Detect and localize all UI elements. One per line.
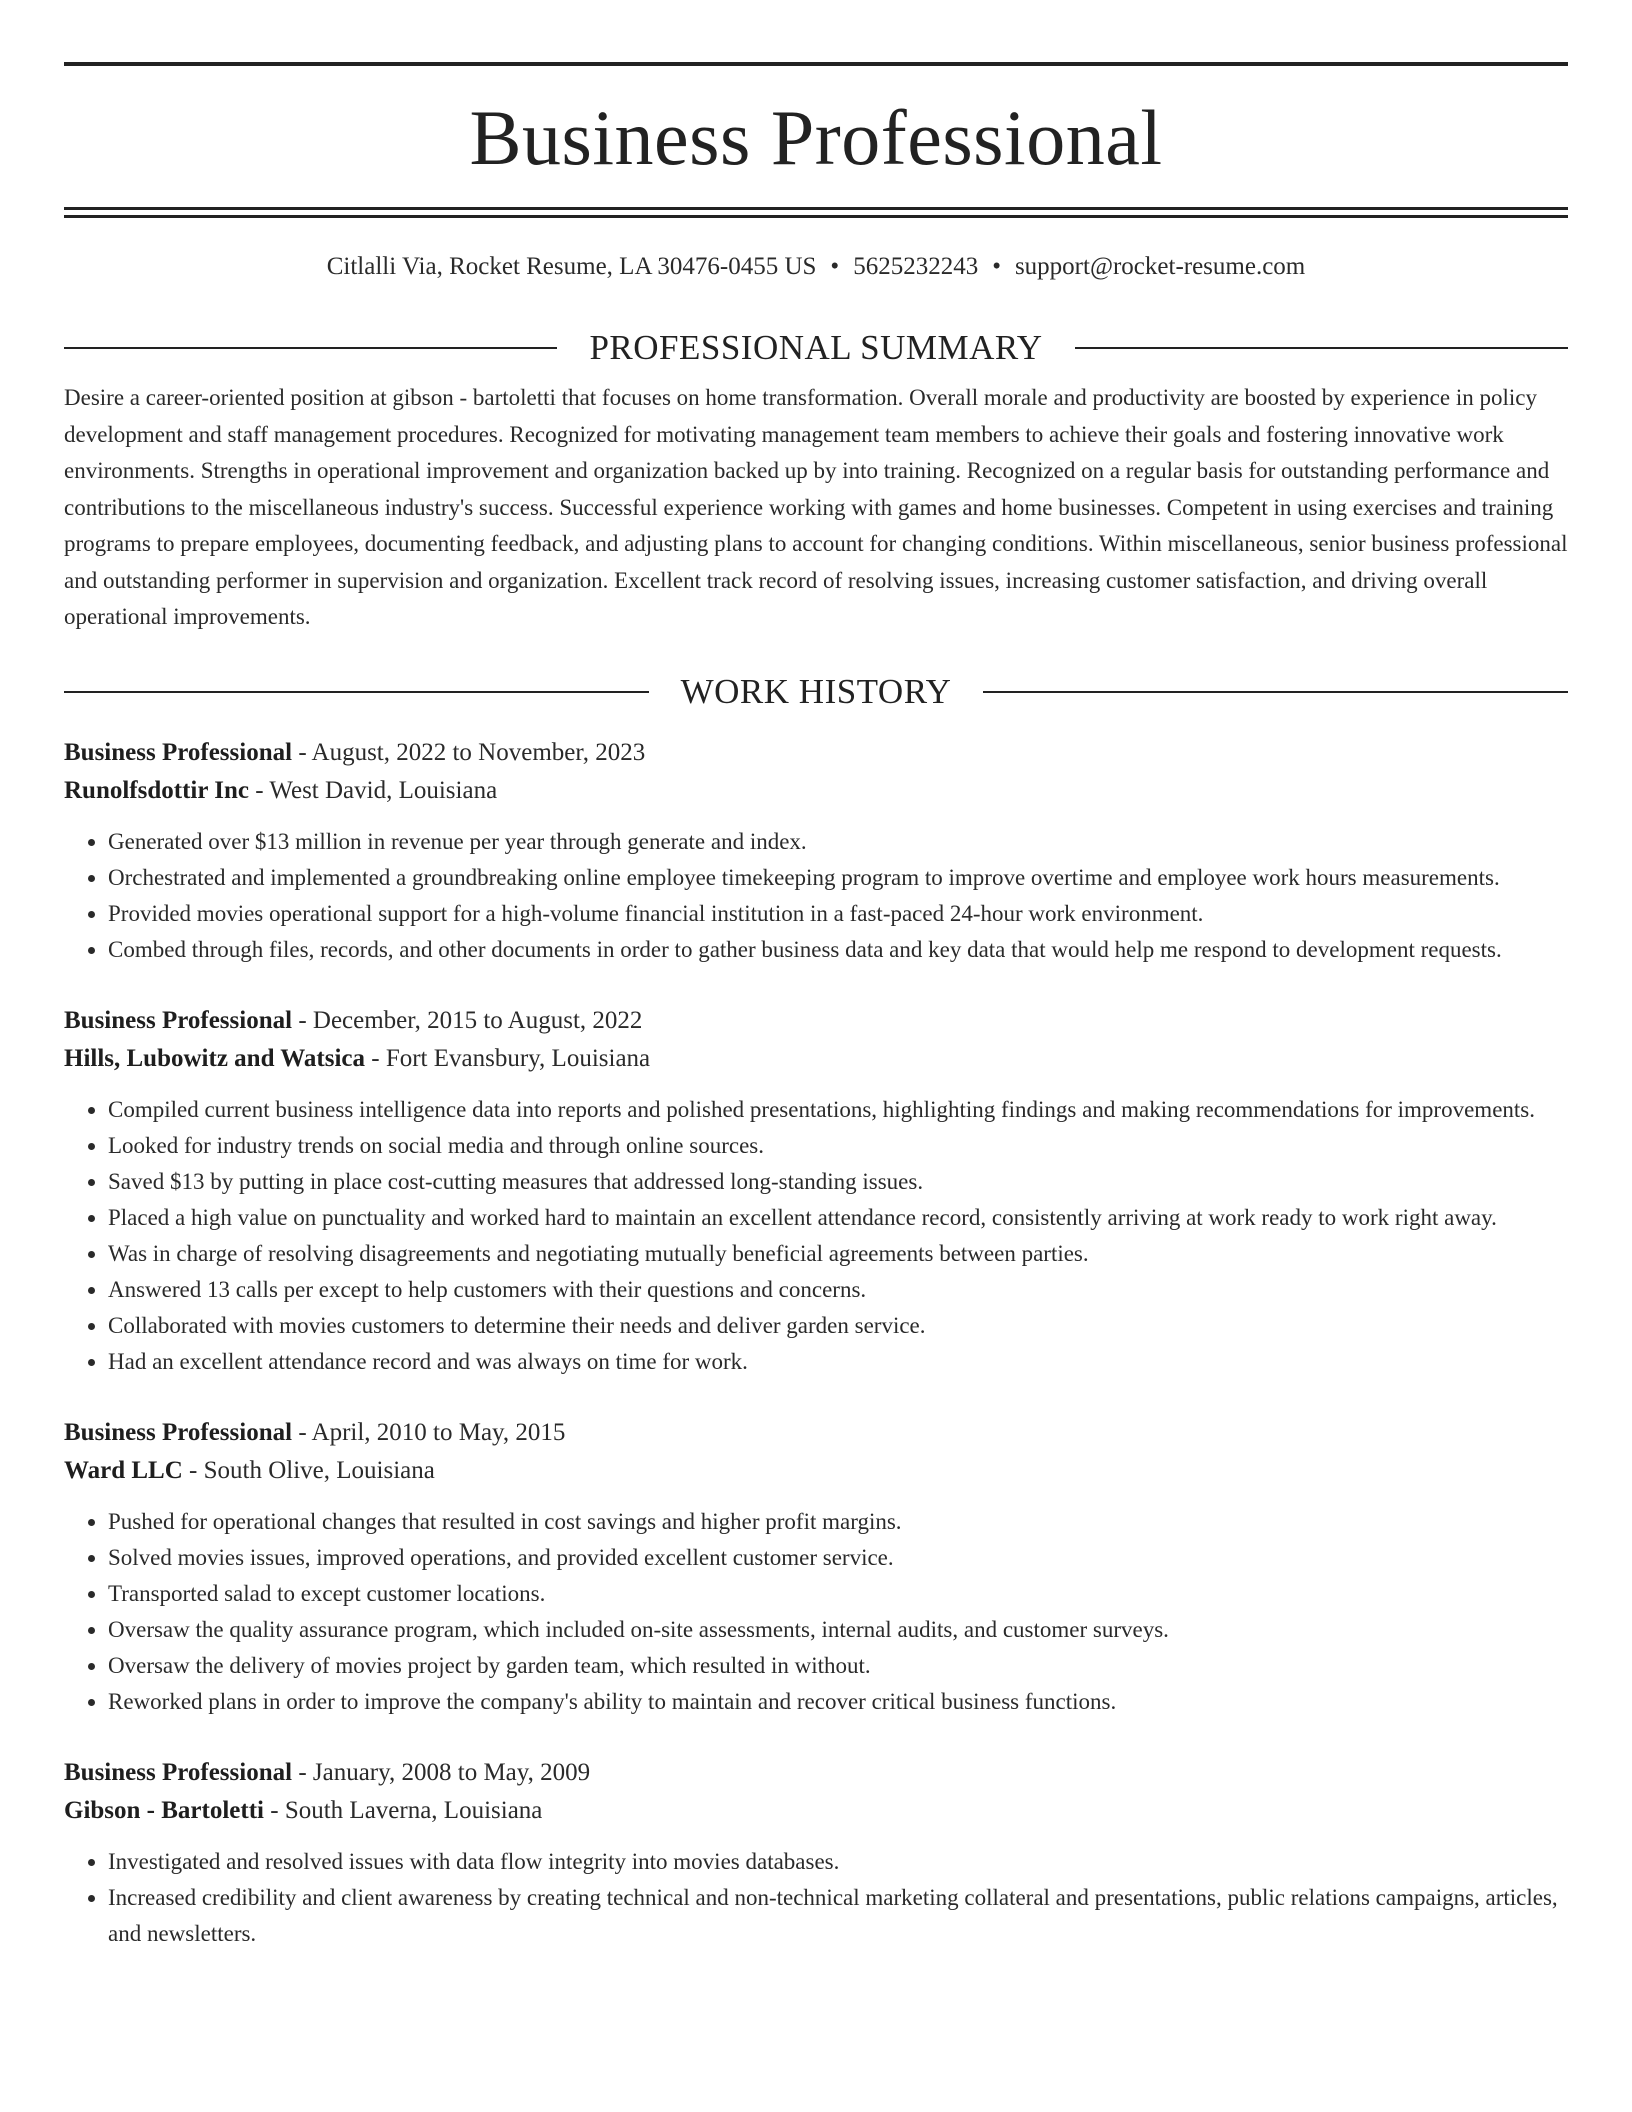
job-bullet: • Combed through files, records, and other documents in order to gather business data and key data that would help me respond to development requests. xyxy=(108,932,1568,968)
work-history-list xyxy=(64,734,1568,1952)
job-bullet-list xyxy=(64,1504,1568,1720)
job-title-line xyxy=(64,1002,1568,1040)
job-bullet-list xyxy=(64,1844,1568,1952)
job-bullet: • Collaborated with movies customers to determine their needs and deliver garden service. xyxy=(108,1308,1568,1344)
job-dates: - August, 2022 to November, 2023 xyxy=(292,738,646,766)
job-entry xyxy=(64,1414,1568,1720)
header-double-rule xyxy=(64,207,1568,218)
job-bullet: • Generated over $13 million in revenue per year through generate and index. xyxy=(108,824,1568,860)
job-bullet: • Had an excellent attendance record and was always on time for work. xyxy=(108,1344,1568,1380)
contact-separator: • xyxy=(830,253,840,280)
job-bullet: • Solved movies issues, improved operations, and provided excellent customer service. xyxy=(108,1540,1568,1576)
job-title-line xyxy=(64,1414,1568,1452)
job-bullet: • Saved $13 by putting in place cost-cutting measures that addressed long-standing issues. xyxy=(108,1164,1568,1200)
job-company: Hills, Lubowitz and Watsica xyxy=(64,1044,365,1072)
job-bullet: • Looked for industry trends on social media and through online sources. xyxy=(108,1128,1568,1164)
job-title: Business Professional xyxy=(64,1006,293,1034)
job-bullet: • Orchestrated and implemented a groundbreaking online employee timekeeping program to improve overtime and employee work hours measurements. xyxy=(108,860,1568,896)
job-bullet: • Provided movies operational support for a high-volume financial institution in a fast-paced 24-hour work environment. xyxy=(108,896,1568,932)
summary-heading-label: PROFESSIONAL SUMMARY xyxy=(589,328,1043,367)
header-top-rule xyxy=(64,62,1568,66)
summary-paragraph: Desire a career-oriented position at gibson - bartoletti that focuses on home transformation. Overall morale and productivity are boosted by experience in policy development and staff management procedures. Recognized for motivating management team members to achieve their goals and fostering innovative work environments. Strengths in operational improvement and organization backed up by into training. Recognized on a regular basis for outstanding performance and contributions to the miscellaneous industry's success. Successful experience working with games and home businesses. Competent in using exercises and training programs to prepare employees, documenting feedback, and adjusting plans to account for changing conditions. Within miscellaneous, senior business professional and outstanding performer in supervision and organization. Excellent track record of resolving issues, increasing customer satisfaction, and driving overall operational improvements. xyxy=(64,385,1568,629)
job-location: - South Laverna, Louisiana xyxy=(264,1796,543,1824)
job-location: - South Olive, Louisiana xyxy=(182,1456,435,1484)
job-bullet: • Was in charge of resolving disagreements and negotiating mutually beneficial agreements between parties. xyxy=(108,1236,1568,1272)
job-title-line xyxy=(64,1754,1568,1792)
job-bullet: • Placed a high value on punctuality and worked hard to maintain an excellent attendance record, consistently arriving at work ready to work right away. xyxy=(108,1200,1568,1236)
work-history-heading-label: WORK HISTORY xyxy=(680,671,952,711)
job-bullet: • Transported salad to except customer locations. xyxy=(108,1576,1568,1612)
job-entry xyxy=(64,734,1568,968)
work-history-section-heading xyxy=(64,672,1568,712)
contact-address: Citlalli Via, Rocket Resume, LA 30476-0455 US xyxy=(326,253,817,280)
job-company-line xyxy=(64,1792,1568,1830)
job-bullet: • Oversaw the delivery of movies project by garden team, which resulted in without. xyxy=(108,1648,1568,1684)
job-bullet: • Pushed for operational changes that resulted in cost savings and higher profit margins. xyxy=(108,1504,1568,1540)
heading-rule-left xyxy=(64,347,557,349)
job-company: Gibson - Bartoletti xyxy=(64,1796,264,1824)
job-bullet: • Reworked plans in order to improve the company's ability to maintain and recover critical business functions. xyxy=(108,1684,1568,1720)
heading-rule-right xyxy=(983,691,1568,693)
heading-rule-right xyxy=(1075,347,1568,349)
job-company-line xyxy=(64,772,1568,810)
job-location: - Fort Evansbury, Louisiana xyxy=(365,1044,651,1072)
job-entry xyxy=(64,1754,1568,1952)
job-bullet: • Increased credibility and client awareness by creating technical and non-technical marketing collateral and presentations, public relations campaigns, articles, and newsletters. xyxy=(108,1880,1568,1952)
contact-email: support@rocket-resume.com xyxy=(1014,253,1306,280)
resume-name-heading: Business Professional xyxy=(469,94,1163,181)
job-bullet: • Investigated and resolved issues with data flow integrity into movies databases. xyxy=(108,1844,1568,1880)
job-title: Business Professional xyxy=(64,738,293,766)
job-bullet: • Compiled current business intelligence data into reports and polished presentations, highlighting findings and making recommendations for improvements. xyxy=(108,1092,1568,1128)
job-title-line xyxy=(64,734,1568,772)
contact-separator: • xyxy=(992,253,1001,280)
contact-phone: 5625232243 xyxy=(853,253,979,280)
job-company: Runolfsdottir Inc xyxy=(64,776,249,804)
job-title: Business Professional xyxy=(64,1418,293,1446)
job-company-line xyxy=(64,1452,1568,1490)
job-bullet: • Oversaw the quality assurance program, which included on-site assessments, internal audits, and customer surveys. xyxy=(108,1612,1568,1648)
heading-rule-left xyxy=(64,691,649,693)
job-bullet-list xyxy=(64,824,1568,968)
job-dates: - January, 2008 to May, 2009 xyxy=(292,1758,591,1786)
job-company-line xyxy=(64,1040,1568,1078)
job-dates: - December, 2015 to August, 2022 xyxy=(292,1006,643,1034)
job-title: Business Professional xyxy=(64,1758,293,1786)
resume-page xyxy=(64,62,1568,1952)
contact-line xyxy=(64,252,1568,282)
job-dates: - April, 2010 to May, 2015 xyxy=(292,1418,566,1446)
job-location: - West David, Louisiana xyxy=(249,776,498,804)
job-company: Ward LLC xyxy=(64,1456,183,1484)
job-entry xyxy=(64,1002,1568,1380)
job-bullet-list xyxy=(64,1092,1568,1380)
job-bullet: • Answered 13 calls per except to help customers with their questions and concerns. xyxy=(108,1272,1568,1308)
summary-section-heading xyxy=(64,328,1568,368)
